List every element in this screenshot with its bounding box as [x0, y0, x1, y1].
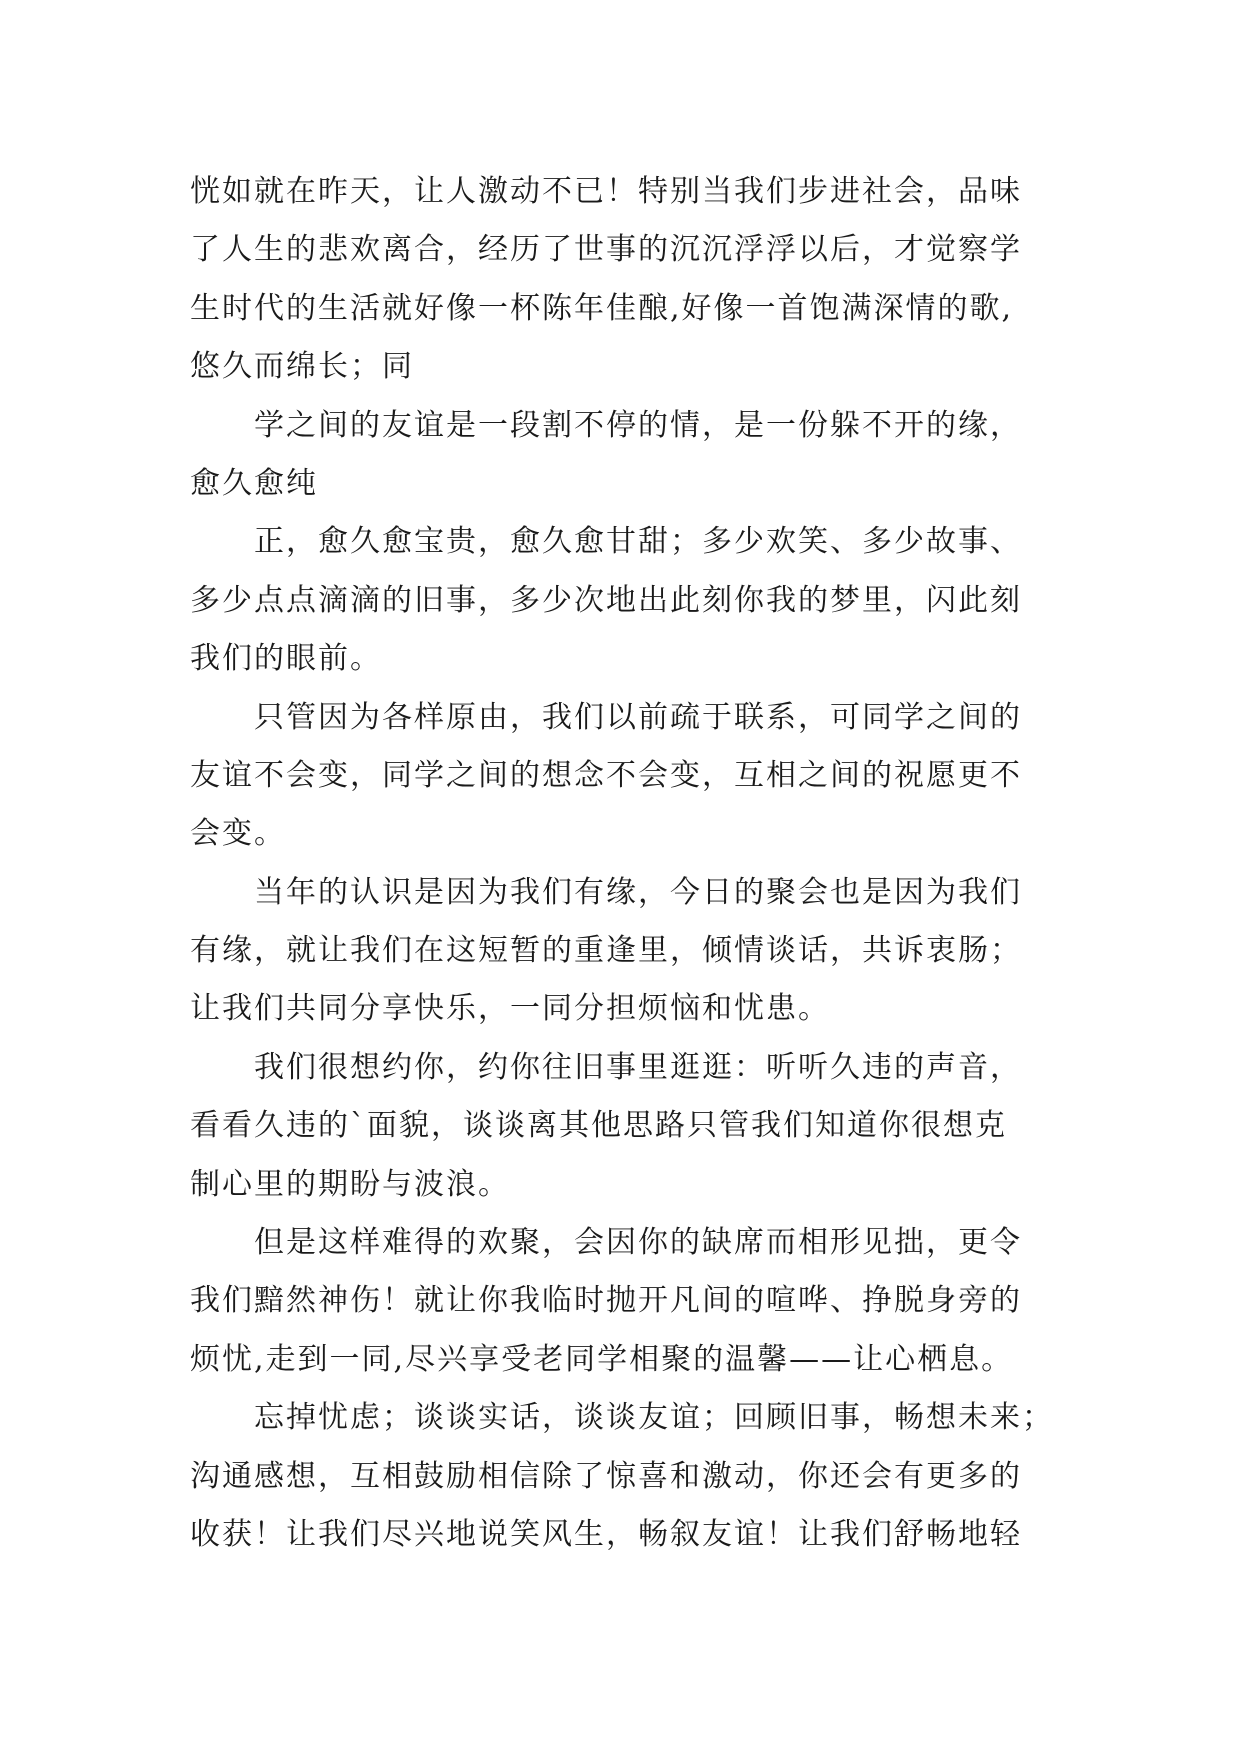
- paragraph: [190, 163, 1090, 397]
- text-line: 多少点点滴滴的旧事，多少次地出此刻你我的梦里，闪此刻: [190, 582, 1022, 618]
- text-line: 烦忧,走到一同,尽兴享受老同学相聚的温馨——让心栖息。: [190, 1341, 1014, 1377]
- paragraph: [190, 397, 1090, 514]
- text-line: 我们很想约你，约你往旧事里逛逛：听听久违的声音，: [254, 1049, 1022, 1085]
- document-body: [190, 163, 1090, 1564]
- text-line: 看看久违的`面貌，谈谈离其他思路只管我们知道你很想克: [190, 1108, 1007, 1144]
- text-line: 恍如就在昨天，让人激动不已！特别当我们步进社会，品味: [190, 174, 1022, 209]
- paragraph: [190, 864, 1090, 1039]
- text-line: 当年的认识是因为我们有缘，今日的聚会也是因为我们: [254, 874, 1022, 910]
- text-line: 沟通感想，互相鼓励相信除了惊喜和激动，你还会有更多的: [190, 1458, 1022, 1494]
- text-line: 只管因为各样原由，我们以前疏于联系，可同学之间的: [254, 699, 1022, 735]
- paragraph: [190, 1039, 1090, 1214]
- text-line: 收获！让我们尽兴地说笑风生，畅叙友谊！让我们舒畅地轻: [190, 1516, 1022, 1552]
- text-line: 我们黯然神伤！就让你我临时抛开凡间的喧哗、挣脱身旁的: [190, 1283, 1022, 1319]
- text-line: 生时代的生活就好像一杯陈年佳酿,好像一首饱满深情的歌,: [190, 290, 1014, 326]
- text-line: 但是这样难得的欢聚，会因你的缺席而相形见拙，更令: [254, 1225, 1022, 1261]
- text-line: 让我们共同分享快乐，一同分担烦恼和忧患。: [190, 991, 830, 1027]
- text-line: 忘掉忧虑；谈谈实话，谈谈友谊；回顾旧事，畅想未来；: [254, 1400, 1054, 1436]
- text-line: 制心里的期盼与波浪。: [190, 1166, 510, 1202]
- text-line: 了人生的悲欢离合，经历了世事的沉沉浮浮以后，才觉察学: [190, 232, 1022, 268]
- paragraph: [190, 513, 1090, 688]
- text-line: 悠久而绵长；同: [190, 349, 414, 385]
- paragraph: [190, 689, 1090, 864]
- paragraph: [190, 1214, 1090, 1389]
- text-line: 正，愈久愈宝贵，愈久愈甘甜；多少欢笑、多少故事、: [254, 524, 1022, 560]
- text-line: 友谊不会变，同学之间的想念不会变，互相之间的祝愿更不: [190, 757, 1022, 793]
- text-line: 我们的眼前。: [190, 641, 382, 677]
- text-line: 有缘，就让我们在这短暂的重逢里，倾情谈话，共诉衷肠；: [190, 933, 1022, 969]
- text-line: 愈久愈纯: [190, 465, 318, 501]
- text-line: 学之间的友谊是一段割不停的情，是一份躲不开的缘，: [254, 407, 1022, 443]
- paragraph: [190, 1389, 1090, 1564]
- text-line: 会变。: [190, 816, 286, 852]
